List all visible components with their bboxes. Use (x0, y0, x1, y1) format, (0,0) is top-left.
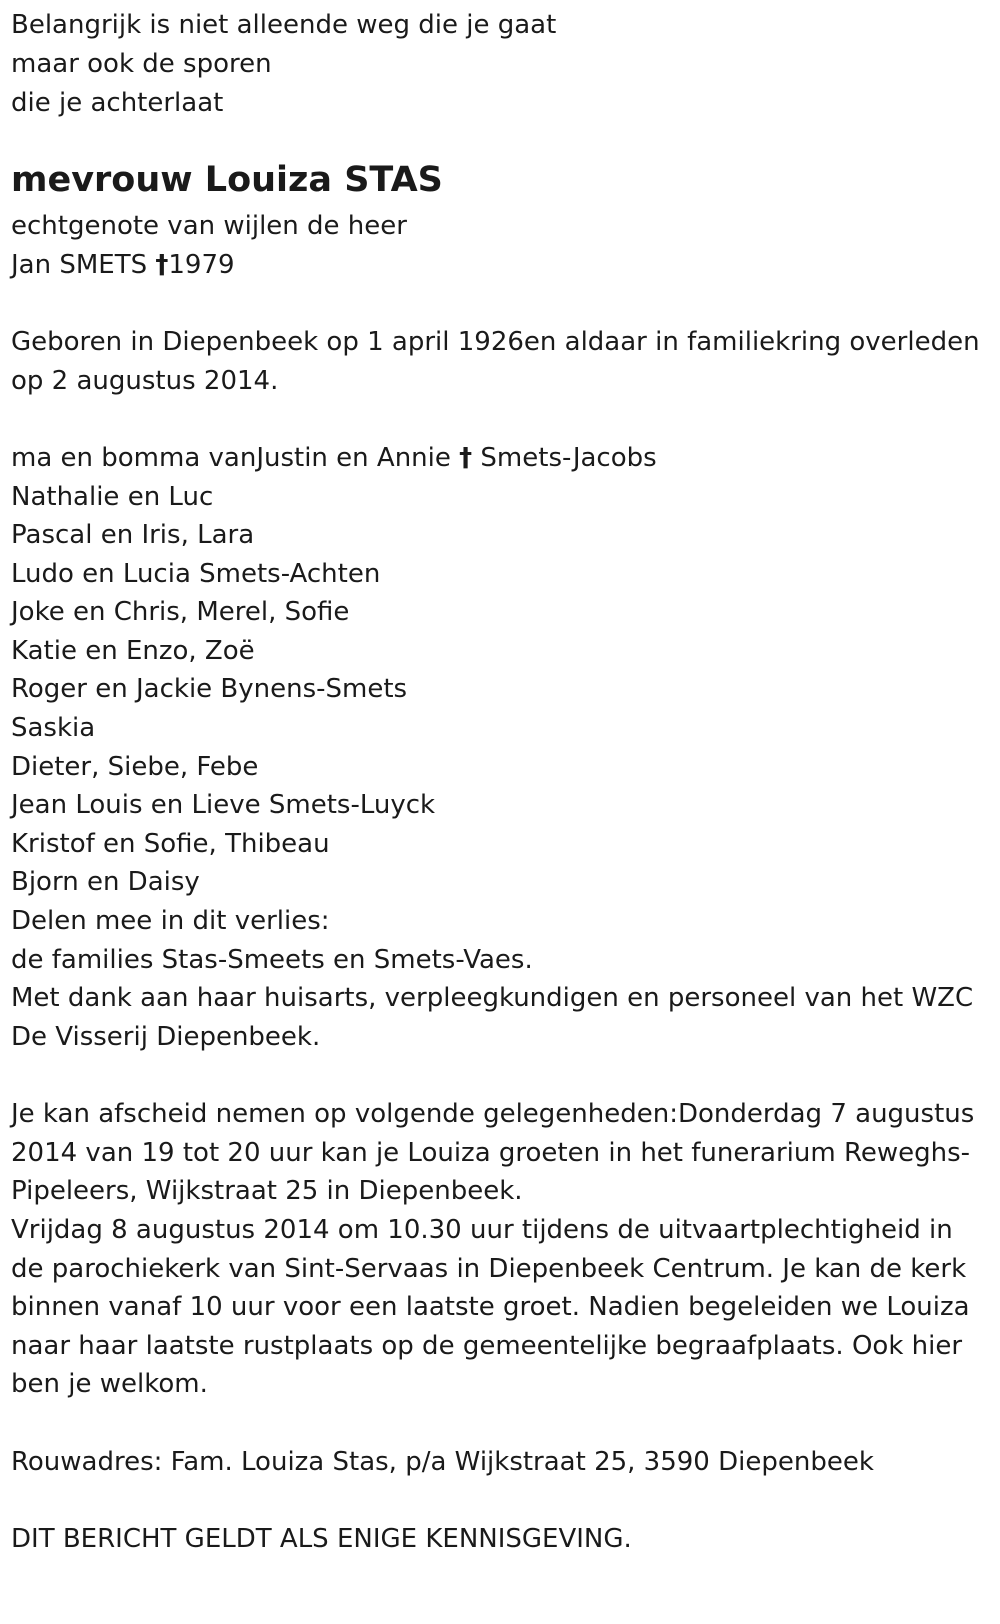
cross-icon: † (459, 443, 473, 473)
family-line: Delen mee in dit verlies: (11, 906, 330, 936)
family-line: Roger en Jackie Bynens-Smets (11, 674, 408, 704)
motto-line-1: Belangrijk is niet alleende weg die je gaat (11, 10, 557, 40)
motto-line-2: maar ook de sporen (11, 49, 272, 79)
spouse-relation: echtgenote van wijlen de heer (11, 211, 407, 241)
family-line: Saskia (11, 713, 96, 743)
family-line: Bjorn en Daisy (11, 867, 200, 897)
thanks-line-2: De Visserij Diepenbeek. (11, 1022, 321, 1052)
farewell-line: Vrijdag 8 augustus 2014 om 10.30 uur tijdens de uitvaartplechtigheid in (11, 1215, 953, 1245)
family-line-first (11, 438, 992, 478)
family-line: Ludo en Lucia Smets-Achten (11, 559, 381, 589)
birth-death-line-2: op 2 augustus 2014. (11, 366, 279, 396)
farewell-line: Je kan afscheid nemen op volgende gelegenheden:Donderdag 7 augustus (11, 1099, 975, 1129)
birth-death-line-1: Geboren in Diepenbeek op 1 april 1926en aldaar in familiekring overleden (11, 327, 980, 357)
thanks-line-1: Met dank aan haar huisarts, verpleegkundigen en personeel van het WZC (11, 983, 974, 1013)
farewell-line: ben je welkom. (11, 1369, 208, 1399)
farewell-line: binnen vanaf 10 uur voor een laatste groet. Nadien begeleiden we Louiza (11, 1292, 970, 1322)
family-line: Kristof en Sofie, Thibeau (11, 829, 330, 859)
farewell-line: naar haar laatste rustplaats op de gemeentelijke begraafplaats. Ook hier (11, 1331, 963, 1361)
mourning-address: Rouwadres: Fam. Louiza Stas, p/a Wijkstraat 25, 3590 Diepenbeek (11, 1447, 874, 1477)
motto-line-3: die je achterlaat (11, 88, 224, 118)
family-first-surname: Smets-Jacobs (480, 443, 657, 473)
family-line: Katie en Enzo, Zoë (11, 636, 255, 666)
notice-text: DIT BERICHT GELDT ALS ENIGE KENNISGEVING. (11, 1524, 632, 1554)
family-line: Dieter, Siebe, Febe (11, 752, 259, 782)
spouse-line (11, 245, 992, 285)
family-line: Pascal en Iris, Lara (11, 520, 255, 550)
spouse-death-year: 1979 (168, 250, 235, 280)
family-line: Jean Louis en Lieve Smets-Luyck (11, 790, 436, 820)
family-line: Nathalie en Luc (11, 482, 214, 512)
farewell-line: de parochiekerk van Sint-Servaas in Diepenbeek Centrum. Je kan de kerk (11, 1254, 967, 1284)
cross-icon: † (155, 250, 169, 280)
family-line: Joke en Chris, Merel, Sofie (11, 597, 350, 627)
farewell-line: Pipeleers, Wijkstraat 25 in Diepenbeek. (11, 1176, 523, 1206)
deceased-name: mevrouw Louiza STAS (11, 160, 443, 200)
family-first-text: ma en bomma vanJustin en Annie (11, 443, 451, 473)
family-line: de families Stas-Smeets en Smets-Vaes. (11, 945, 533, 975)
farewell-line: 2014 van 19 tot 20 uur kan je Louiza groeten in het funerarium Reweghs- (11, 1138, 971, 1168)
spouse-name: Jan SMETS (11, 250, 148, 280)
